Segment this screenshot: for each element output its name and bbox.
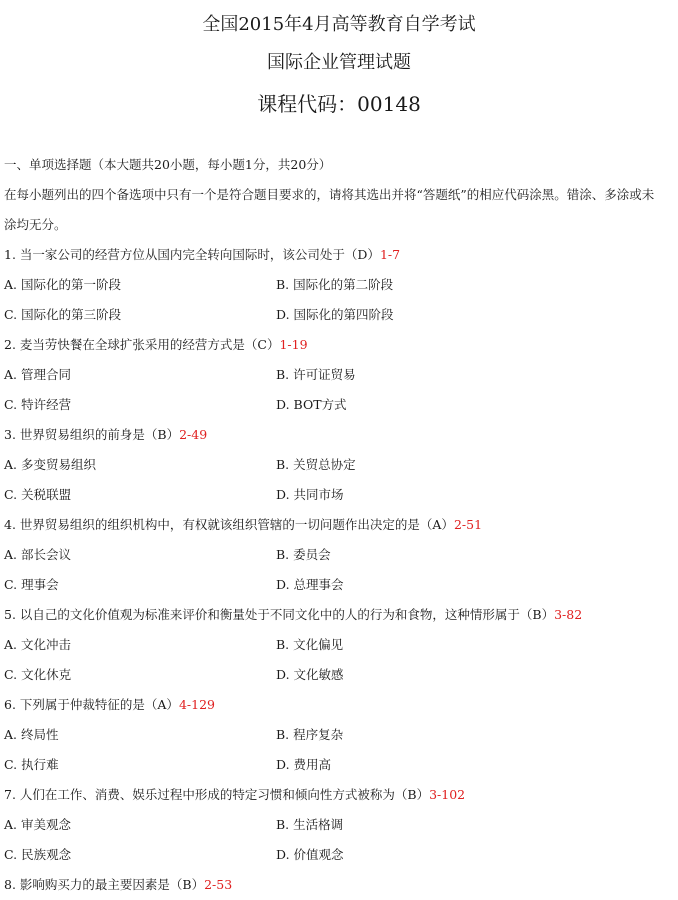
options-row bbox=[4, 810, 670, 840]
options-row bbox=[4, 660, 670, 690]
option-a: A. 部长会议 bbox=[4, 547, 71, 562]
option-c: C. 国际化的第三阶段 bbox=[4, 307, 122, 322]
question-stem bbox=[4, 870, 670, 900]
option-d: D. 总理事会 bbox=[276, 577, 344, 592]
option-b: B. 委员会 bbox=[276, 547, 331, 562]
page-reference: 3-102 bbox=[429, 787, 466, 802]
option-c: C. 民族观念 bbox=[4, 847, 72, 862]
page-reference: 1-19 bbox=[279, 337, 308, 352]
option-b: B. 关贸总协定 bbox=[276, 457, 356, 472]
option-c: C. 特许经营 bbox=[4, 397, 72, 412]
page-reference: 2-49 bbox=[179, 427, 208, 442]
page-reference: 1-7 bbox=[379, 247, 401, 262]
question-text: 5. 以自己的文化价值观为标准来评价和衡量处于不同文化中的人的行为和食物，这种情形属于（B） bbox=[4, 607, 555, 622]
option-d: D. 国际化的第四阶段 bbox=[276, 307, 394, 322]
option-a: A. 管理合同 bbox=[4, 367, 71, 382]
options-row bbox=[4, 480, 670, 510]
question-stem bbox=[4, 780, 670, 810]
option-c: C. 理事会 bbox=[4, 577, 59, 592]
question-stem bbox=[4, 510, 670, 540]
option-d: D. 价值观念 bbox=[276, 847, 344, 862]
option-d: D. 费用高 bbox=[276, 757, 332, 772]
option-d: D. BOT方式 bbox=[276, 397, 347, 412]
question-stem bbox=[4, 600, 670, 630]
option-a: A. 文化冲击 bbox=[4, 637, 71, 652]
question-text: 8. 影响购买力的最主要因素是（B） bbox=[4, 877, 205, 892]
page-reference: 4-129 bbox=[178, 697, 215, 712]
option-b: B. 文化偏见 bbox=[276, 637, 344, 652]
options-row bbox=[4, 840, 670, 870]
option-c: C. 执行难 bbox=[4, 757, 59, 772]
question-stem bbox=[4, 690, 670, 720]
options-row bbox=[4, 360, 670, 390]
options-row bbox=[4, 750, 670, 780]
section-instructions: 在每小题列出的四个备选项中只有一个是符合题目要求的，请将其选出并将“答题纸”的相应代码涂黑。错涂、多涂或未涂均无分。 bbox=[4, 187, 655, 232]
question-text: 3. 世界贸易组织的前身是（B） bbox=[4, 427, 180, 442]
options-row bbox=[4, 270, 670, 300]
option-c: C. 关税联盟 bbox=[4, 487, 72, 502]
option-c: C. 文化休克 bbox=[4, 667, 72, 682]
question-text: 7. 人们在工作、消费、娱乐过程中形成的特定习惯和倾向性方式被称为（B） bbox=[4, 787, 430, 802]
question-stem bbox=[4, 330, 670, 360]
option-a: A. 国际化的第一阶段 bbox=[4, 277, 121, 292]
section-heading: 一、单项选择题（本大题共20小题，每小题1分，共20分） bbox=[4, 157, 332, 172]
option-d: D. 共同市场 bbox=[276, 487, 344, 502]
question-stem bbox=[4, 420, 670, 450]
option-a: A. 多变贸易组织 bbox=[4, 457, 96, 472]
question-text: 6. 下列属于仲裁特征的是（A） bbox=[4, 697, 179, 712]
question-text: 2. 麦当劳快餐在全球扩张采用的经营方式是（C） bbox=[4, 337, 280, 352]
option-b: B. 许可证贸易 bbox=[276, 367, 356, 382]
course-code: 课程代码：00148 bbox=[257, 92, 421, 116]
option-d: D. 文化敏感 bbox=[276, 667, 344, 682]
option-b: B. 国际化的第二阶段 bbox=[276, 277, 394, 292]
question-text: 1. 当一家公司的经营方位从国内完全转向国际时，该公司处于（D） bbox=[4, 247, 380, 262]
options-row bbox=[4, 540, 670, 570]
options-row bbox=[4, 570, 670, 600]
page-reference: 3-82 bbox=[554, 607, 583, 622]
question-text: 4. 世界贸易组织的组织机构中，有权就该组织管辖的一切问题作出决定的是（A） bbox=[4, 517, 454, 532]
question-stem bbox=[4, 240, 670, 270]
options-row bbox=[4, 630, 670, 660]
exam-title: 全国2015年4月高等教育自学考试 bbox=[202, 14, 476, 35]
options-row bbox=[4, 390, 670, 420]
options-row bbox=[4, 300, 670, 330]
option-b: B. 生活格调 bbox=[276, 817, 344, 832]
page-reference: 2-53 bbox=[204, 877, 233, 892]
option-a: A. 终局性 bbox=[4, 727, 59, 742]
subject-title: 国际企业管理试题 bbox=[267, 52, 411, 73]
options-row bbox=[4, 450, 670, 480]
exam-content bbox=[4, 150, 670, 900]
page-reference: 2-51 bbox=[453, 517, 483, 532]
option-b: B. 程序复杂 bbox=[276, 727, 344, 742]
option-a: A. 审美观念 bbox=[4, 817, 71, 832]
options-row bbox=[4, 720, 670, 750]
